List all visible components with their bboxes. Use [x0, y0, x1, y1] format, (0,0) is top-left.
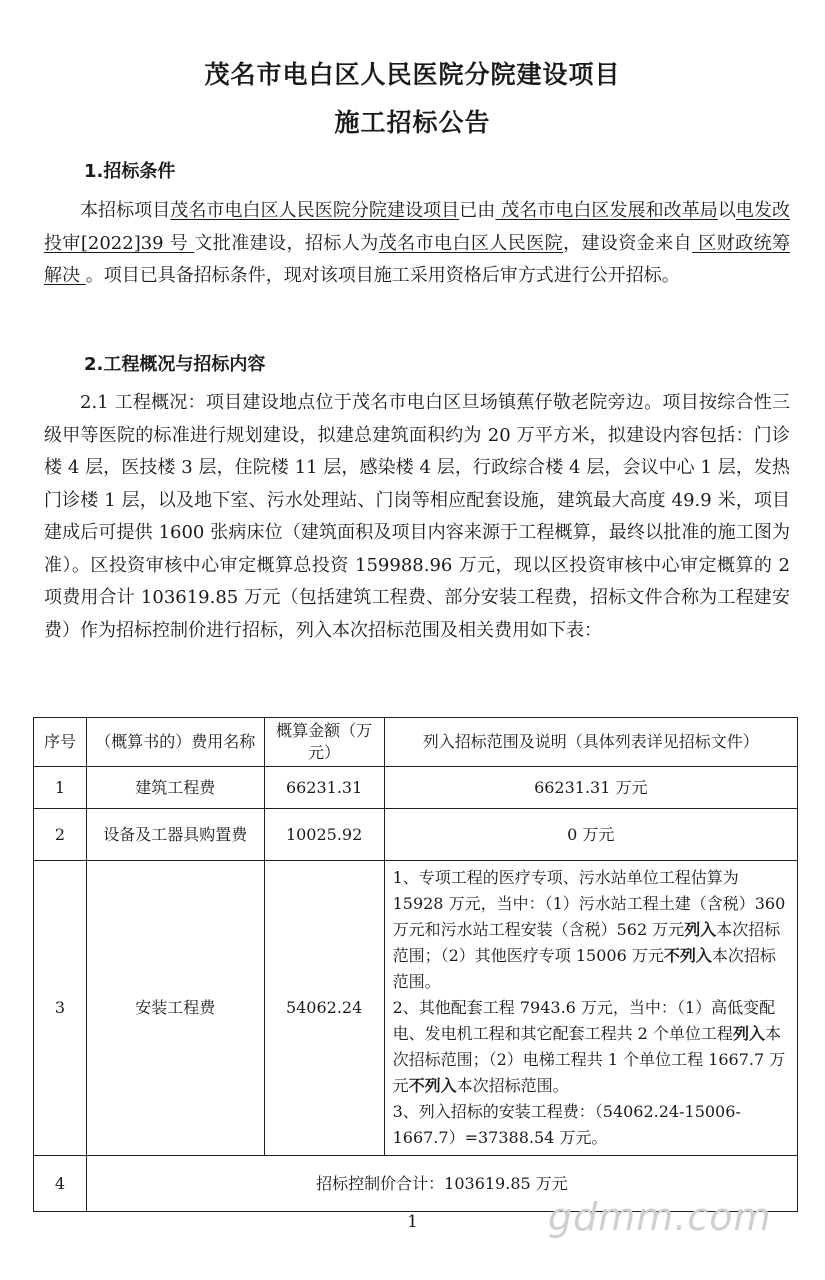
cell-scope: 0 万元: [384, 809, 797, 861]
page-number: 1: [407, 1212, 418, 1232]
project-name: 茂名市电白区人民医院分院建设项目: [170, 200, 460, 221]
cell-amount: 54062.24: [264, 861, 384, 1156]
cell-seq: 4: [34, 1156, 87, 1212]
approval-doc-number: 电发改投审[2022]39 号: [44, 200, 791, 254]
cell-seq: 1: [34, 767, 87, 809]
scope-item-1: 1、专项工程的医疗专项、污水站单位工程估算为 15928 万元，当中：（1）污水站工程土建（含税）360 万元和污水站工程安装（含税）562 万元列入本次招标范围；（2）其他医疗专项 15006 万元不列入本次招标范围。: [392, 868, 786, 991]
cell-scope: 66231.31 万元: [384, 767, 797, 809]
table-row: [34, 767, 798, 809]
scope-item-3: 3、列入招标的安装工程费：（54062.24-15006-1667.7）=37388.54 万元。: [392, 1102, 741, 1147]
watermark: gdmm.com: [548, 1195, 772, 1239]
cell-scope-install: [384, 861, 797, 1156]
section-2-heading: 2.工程概况与招标内容: [84, 354, 266, 375]
cell-amount: 10025.92: [264, 809, 384, 861]
cell-name: 安装工程费: [86, 861, 264, 1156]
header-seq: 序号: [34, 718, 87, 767]
approver: 茂名市电白区发展和改革局: [495, 200, 718, 221]
section-1-body: 本招标项目茂名市电白区人民医院分院建设项目已由 茂名市电白区发展和改革局以电发改投审[2022]39 号 文批准建设，招标人为茂名市电白区人民医院，建设资金来自 区财政统筹解决 。项目已具备招标条件，现对该项目施工采用资格后审方式进行公开招标。: [44, 200, 791, 286]
header-name: （概算书的）费用名称: [86, 718, 264, 767]
cell-name: 建筑工程费: [86, 767, 264, 809]
cell-total: 招标控制价合计：103619.85 万元: [86, 1156, 797, 1212]
fund-source: 区财政统筹解决: [44, 232, 791, 286]
cell-seq: 3: [34, 861, 87, 1156]
title-line-2: 施工招标公告: [334, 108, 491, 137]
table-row: [34, 809, 798, 861]
table-row: [34, 861, 798, 1156]
fee-table: [33, 717, 798, 1212]
section-2-body: 2.1 工程概况：项目建设地点位于茂名市电白区旦场镇蕉仔敬老院旁边。项目按综合性三级甲等医院的标准进行规划建设，拟建总建筑面积约为 20 万平方米，拟建设内容包括：门诊楼 4 层，医技楼 3 层，住院楼 11 层，感染楼 4 层，行政综合楼 4 层，会议中心 1 层，发热门诊楼 1 层，以及地下室、污水处理站、门岗等相应配套设施，建筑最大高度 49.9 米，项目建成后可提供 1600 张病床位（建筑面积及项目内容来源于工程概算，最终以批准的施工图为准）。区投资审核中心审定概算总投资 159988.96 万元，现以区投资审核中心审定概算的 2 项费用合计 103619.85 万元（包括建筑工程费、部分安装工程费，招标文件合称为工程建安费）作为招标控制价进行招标，列入本次招标范围及相关费用如下表：: [44, 392, 790, 641]
cell-seq: 2: [34, 809, 87, 861]
title-line-1: 茂名市电白区人民医院分院建设项目: [204, 60, 621, 89]
tenderer: 茂名市电白区人民医院: [378, 232, 564, 254]
cell-name: 设备及工器具购置费: [86, 809, 264, 861]
table-header-row: [34, 718, 798, 767]
cell-amount: 66231.31: [264, 767, 384, 809]
header-scope: 列入招标范围及说明（具体列表详见招标文件）: [384, 718, 797, 767]
scope-item-2: 2、其他配套工程 7943.6 万元，当中：（1）高低变配电、发电机工程和其它配套工程共 2 个单位工程列入本次招标范围；（2）电梯工程共 1 个单位工程 1667.7 万元不列入本次招标范围。: [392, 998, 786, 1095]
header-amount: 概算金额（万元）: [264, 718, 384, 767]
section-1-heading: 1.招标条件: [84, 161, 176, 182]
